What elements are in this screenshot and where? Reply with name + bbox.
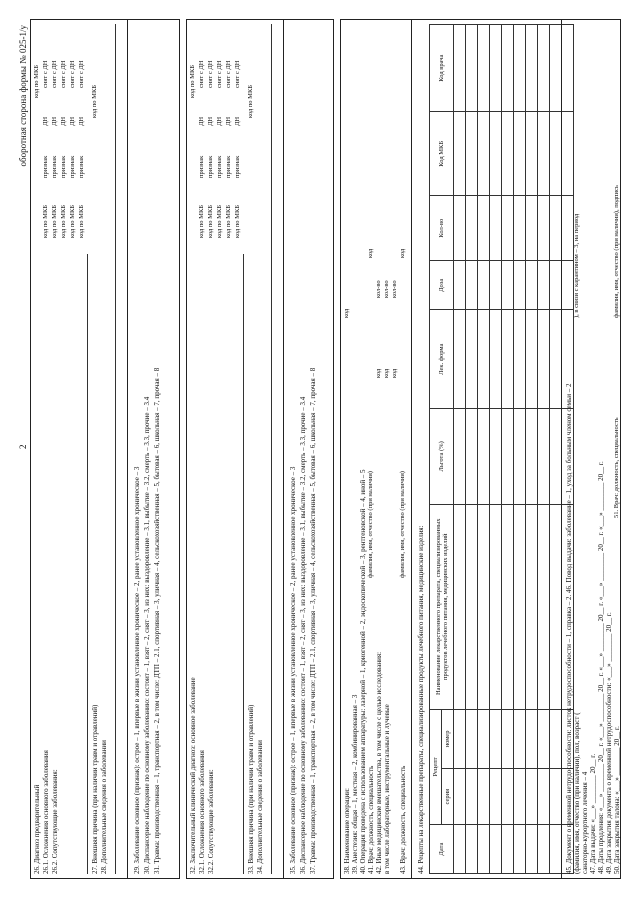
- priznak-32-1: признак: [198, 155, 205, 178]
- underline: [115, 24, 116, 874]
- line-45c: ), в связи с карантином – 3, на период: [573, 213, 580, 318]
- col-number: номер: [442, 709, 454, 768]
- table-row: [478, 25, 490, 874]
- line-39: 39. Анестезия: общая – 1, местная – 2, комбинированная – 3: [351, 694, 359, 874]
- underline: [271, 24, 272, 874]
- snyat-26-2c: снят с ДН: [69, 60, 76, 88]
- line-33: 33. Внешняя причина (при наличии травм и отравлений): [247, 704, 255, 874]
- col-qty: Кол-во: [430, 196, 454, 261]
- kolvo-lab-2: кол-во: [391, 280, 398, 298]
- line-27: 27. Внешняя причина (при наличии травм и отравлений): [91, 704, 99, 874]
- table-row: [454, 25, 466, 874]
- kod-mkb-32-2d: код по МКБ: [234, 204, 241, 238]
- kod-mkb-32: код по МКБ: [189, 64, 196, 98]
- kod-mkb-26: код по МКБ: [33, 64, 40, 98]
- col-benefit: Льгота (%): [430, 408, 454, 504]
- kod-mkb-33: код по МКБ: [247, 84, 254, 118]
- line-43: 43. Врач: должность, специальность: [399, 765, 407, 874]
- lab-line: в том числе лабораторные, инструментальные и лучевые: [383, 704, 391, 874]
- page-number: 2: [18, 444, 28, 449]
- col-name: Наименование лекарственного препарата, специализированных продуктов лечебного питания, медицинских изделий: [430, 504, 454, 709]
- priznak-32-2a: признак: [207, 155, 214, 178]
- priznak-26-2d: признак: [78, 155, 85, 178]
- priznak-26-2b: признак: [60, 155, 67, 178]
- table-row: [538, 25, 550, 874]
- dn-32-2b: ДН: [216, 116, 223, 126]
- separator: [411, 20, 412, 878]
- kod-38: код: [343, 308, 350, 318]
- kolvo-42: кол-во: [375, 280, 382, 298]
- line-34: 34. Дополнительные сведения о заболевании: [256, 740, 264, 874]
- kod-mkb-26-2a: код по МКБ: [51, 204, 58, 238]
- kod-mkb-26-1: код по МКБ: [42, 204, 49, 238]
- line-30: 30. Диспансерное наблюдение по основному заболеванию: состоит – 1, взят – 2, снят – 3, из них: выздоровление – 3.1, выбытие – 3.2, смерть – 3.3, прочие – 3.4: [143, 396, 151, 874]
- line-31: 31. Травма: производственная – 1, транспортная – 2, в том числе: ДТП – 2.1, спортивная – 3, уличная – 4, сельскохозяйственная – 5, бытовая – 6, школьная – 7, прочая – 8: [153, 367, 161, 874]
- dn-32-2a: ДН: [207, 116, 214, 126]
- kod-mkb-32-2a: код по МКБ: [207, 204, 214, 238]
- line-49: 49. Дата закрытия документа о временной нетрудоспособности: «___» ________ 20__ г.: [605, 612, 613, 874]
- dn-26-2b: ДН: [60, 116, 67, 126]
- kod-mkb-26-2b: код по МКБ: [60, 204, 67, 238]
- line-26-2: 26.2. Сопутствующие заболевания:: [51, 769, 59, 874]
- fio-43: фамилия, имя, отчество (при наличии): [399, 471, 406, 578]
- col-mkb: Код МКБ: [430, 112, 454, 196]
- snyat-32-2c: снят с ДН: [225, 60, 232, 88]
- line-41: 41. Врач: должность, специальность: [367, 765, 375, 874]
- dn-32-2d: ДН: [234, 116, 241, 126]
- line-26-1: 26.1. Осложнения основного заболевания: [42, 750, 50, 874]
- snyat-26-2b: снят с ДН: [60, 60, 67, 88]
- preliminary-diagnosis-block: [30, 19, 180, 879]
- priznak-26-2a: признак: [51, 155, 58, 178]
- recipes-table: [429, 24, 574, 874]
- kod-mkb-26-2d: код по МКБ: [78, 204, 85, 238]
- dn-26-2c: ДН: [69, 116, 76, 126]
- kod-42: код: [375, 368, 382, 378]
- priznak-26-1: признак: [42, 155, 49, 178]
- line-48: 48. Даты продления: «___» ________ 20__ г. «___» ________ 20__ г. «___» ________ 20__ г. «___» ________ 20__ г. «___» ________ 20__ г.: [597, 461, 605, 874]
- underline: [87, 254, 88, 874]
- line-45d: санаторно-курортного лечения – 4: [581, 771, 589, 874]
- line-40: 40. Операция проведена с использованием аппаратуры: лазерной – 1, криогенной – 2, эндоскопической – 3, рентгеновской – 4, иной – 5: [359, 469, 367, 874]
- line-42: 42. Иные медицинские вмешательства, в том числе с целью исследования:: [375, 651, 383, 874]
- snyat-26-1: снят с ДН: [42, 60, 49, 88]
- kod-lab-2: код: [391, 368, 398, 378]
- line-32-1: 32.1. Осложнения основного заболевания: [198, 750, 206, 874]
- form-page: [16, 19, 624, 879]
- line-28: 28. Дополнительные сведения о заболевании: [100, 740, 108, 874]
- dn-26-2a: ДН: [51, 116, 58, 126]
- separator: [127, 20, 128, 878]
- kod-lab: код: [383, 368, 390, 378]
- kod-mkb-26-2c: код по МКБ: [69, 204, 76, 238]
- table-row: [514, 25, 526, 874]
- underline: [243, 254, 244, 874]
- line-26: 26. Диагноз предварительный: [33, 784, 41, 874]
- col-doctor: Код врача: [430, 25, 454, 112]
- form-side-label: оборотная сторона формы № 025-1/у: [18, 25, 28, 167]
- fio-41: фамилия, имя, отчество (при наличии): [367, 471, 374, 578]
- dn-32-2c: ДН: [225, 116, 232, 126]
- snyat-26-2a: снят с ДН: [51, 60, 58, 88]
- priznak-32-2c: признак: [225, 155, 232, 178]
- table-row: [466, 25, 478, 874]
- line-35: 35. Заболевание основное (признак): острое – 1, впервые в жизни установленное хроническое – 2, ранее установленное хроническое – 3: [289, 466, 297, 874]
- snyat-32-2a: снят с ДН: [207, 60, 214, 88]
- snyat-32-2b: снят с ДН: [216, 60, 223, 88]
- col-series: серия: [442, 769, 454, 825]
- line-32: 32. Заключительный клинический диагноз: основное заболевание: [189, 677, 197, 874]
- line-37: 37. Травма: производственная – 1, транспортная – 2, в том числе: ДТП – 2.1, спортивная – 3, уличная – 4, сельскохозяйственная – 5, бытовая – 6, школьная – 7, прочая – 8: [309, 367, 317, 874]
- dn-32-1: ДН: [198, 116, 205, 126]
- line-32-2: 32.2. Сопутствующие заболевания:: [207, 769, 215, 874]
- snyat-32-1: снят с ДН: [198, 60, 205, 88]
- kod-mkb-32-1: код по МКБ: [198, 204, 205, 238]
- dn-26-1: ДН: [42, 116, 49, 126]
- table-header-row: [430, 25, 442, 874]
- separator: [561, 20, 562, 878]
- dn-26-2d: ДН: [78, 116, 85, 126]
- kod-mkb-32-2b: код по МКБ: [216, 204, 223, 238]
- snyat-26-2d: снят с ДН: [78, 60, 85, 88]
- col-recipe: Рецепт: [430, 709, 442, 824]
- priznak-26-2c: признак: [69, 155, 76, 178]
- line-36: 36. Диспансерное наблюдение по основному заболеванию: состоит – 1, взят – 2, снят – 3, из них: выздоровление – 3.1, выбытие – 3.2, смерть – 3.3, прочие – 3.4: [299, 396, 307, 874]
- col-form: Лек. форма: [430, 310, 454, 409]
- line-45b: (фамилия, имя, отчество (при наличии), пол, возраст (: [573, 712, 581, 874]
- priznak-32-2d: признак: [234, 155, 241, 178]
- kolvo-lab: кол-во: [383, 280, 390, 298]
- line-44: 44. Рецепты на лекарственные препараты, специализированные продукты лечебного питания, медицинские изделия:: [417, 525, 425, 874]
- col-dose: Доза: [430, 261, 454, 310]
- line-29: 29. Заболевание основное (признак): острое – 1, впервые в жизни установленное хроническое – 2, ранее установленное хроническое – 3: [133, 466, 141, 874]
- line-51: 51. Врач: должность, специальность: [613, 417, 620, 518]
- line-50: 50. Дата закрытия талона: «___» ________ 20__ г.: [613, 726, 621, 874]
- final-diagnosis-block: [186, 19, 334, 879]
- operations-block: [340, 19, 621, 879]
- line-38: 38. Наименование операции:: [343, 787, 351, 874]
- kod-mkb-32-2c: код по МКБ: [225, 204, 232, 238]
- kod-43: код: [399, 248, 406, 258]
- snyat-32-2d: снят с ДН: [234, 60, 241, 88]
- col-date: Дата: [430, 825, 454, 874]
- line-47: 47. Дата выдачи: «___» ________ 20__ г.: [589, 753, 597, 874]
- separator: [283, 20, 284, 878]
- table-row: [550, 25, 562, 874]
- priznak-32-2b: признак: [216, 155, 223, 178]
- table-row: [490, 25, 502, 874]
- line-45: 45. Документ о временной нетрудоспособности: листок нетрудоспособности – 1, справка – 2. 46. Повод выдачи: заболевание – 1, уход за больным членом семьи – 2: [565, 383, 573, 874]
- kod-mkb-27: код по МКБ: [91, 84, 98, 118]
- fio-sign: фамилия, имя, отчество (при наличии), подпись: [613, 185, 620, 318]
- kod-41: код: [367, 248, 374, 258]
- table-row: [502, 25, 514, 874]
- table-row: [526, 25, 538, 874]
